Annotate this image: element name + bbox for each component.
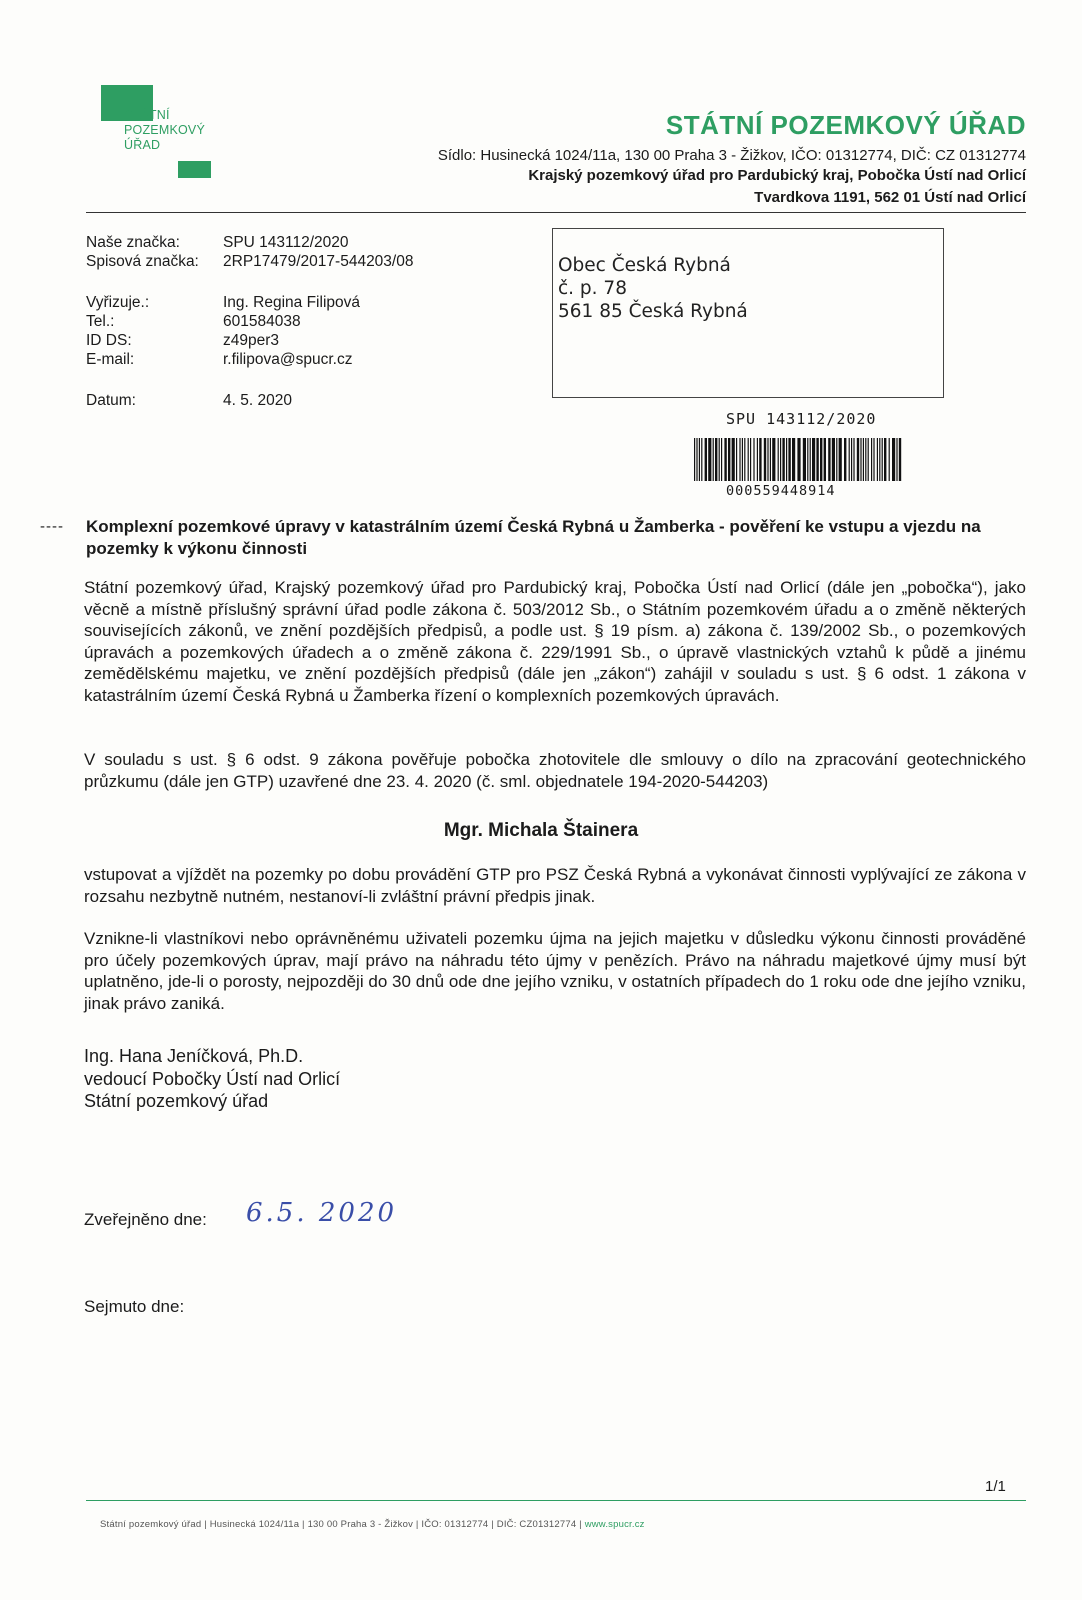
footer-text: Státní pozemkový úřad | Husinecká 1024/11a | 130 00 Praha 3 - Žižkov | IČO: 01312774 | DIČ: CZ01312774 |: [100, 1519, 585, 1530]
paragraph-2: V souladu s ust. § 6 odst. 9 zákona pověřuje pobočka zhotovitele dle smlouvy o dílo na zpracování geotechnického průzkumu (dále jen GTP) uzavřené dne 23. 4. 2020 (č. sml. objednatele 194-2020-544203): [84, 750, 1026, 791]
footer-divider: [86, 1500, 1026, 1501]
barcode-bar: [865, 438, 866, 481]
barcode-bar: [810, 438, 811, 481]
barcode-bar: [708, 438, 711, 481]
barcode-bar: [782, 438, 784, 481]
barcode-bar: [694, 438, 695, 481]
barcode-bar: [719, 438, 720, 481]
barcode-bar: [844, 438, 846, 481]
ds-value: z49per3: [223, 332, 280, 349]
barcode-bar: [757, 438, 758, 481]
barcode-bar: [868, 438, 869, 481]
subject-marker: ----: [40, 518, 64, 535]
barcode-bar: [877, 438, 878, 481]
header-address: Tvardkova 1191, 562 01 Ústí nad Orlicí: [754, 189, 1026, 206]
paragraph-4: Vznikne-li vlastníkovi nebo oprávněnému uživateli pozemku újma na jejich majetku v důsledku výkonu činnosti prováděné pro účely pozemkových úprav, mají právo na náhradu této újmy v penězích. Právo na náhradu majetkové újmy musí být uplatněno, jde-li o porosty, nejpozději do 30 dnů ode dne jejího vzniku, v ostatních případech do 1 roku ode dne jejího vzniku, jinak právo zaniká.: [84, 929, 1026, 1013]
page-number: 1/1: [985, 1478, 1006, 1495]
barcode-bar: [764, 438, 766, 481]
email-label: E-mail:: [86, 351, 135, 368]
barcode-bar: [705, 438, 707, 481]
footer: [100, 1519, 645, 1530]
barcode-bar: [871, 438, 872, 481]
barcode-bar: [812, 438, 815, 481]
barcode-bar: [853, 438, 854, 481]
logo-line: STÁTNÍ: [124, 108, 170, 122]
barcode-bar: [899, 438, 901, 481]
barcode-bar: [750, 438, 751, 481]
barcode-bar: [849, 438, 850, 481]
barcode-bar: [792, 438, 795, 481]
barcode-bar: [873, 438, 874, 481]
barcode-bar: [696, 438, 697, 481]
barcode-bar: [786, 438, 787, 481]
barcode-bar: [863, 438, 864, 481]
barcode-bar: [772, 438, 775, 481]
barcode-bar: [884, 438, 886, 481]
barcode-bar: [767, 438, 768, 481]
recipient-line: č. p. 78: [558, 278, 627, 299]
barcode-bar: [739, 438, 740, 481]
barcode-bar: [788, 438, 790, 481]
barcode-bar: [820, 438, 822, 481]
barcode-bar: [803, 438, 806, 481]
barcode-bar: [839, 438, 842, 481]
paragraph-3: vstupovat a vjíždět na pozemky po dobu provádění GTP pro PSZ Česká Rybná a vykonávat činnosti vyplývající ze zákona v rozsahu nezbytně nutném, nestanoví-li zvláštní právní předpis jinak.: [84, 865, 1026, 906]
barcode-bar: [715, 438, 717, 481]
barcode-bar: [701, 438, 702, 481]
barcode-bar: [778, 438, 779, 481]
org-title: STÁTNÍ POZEMKOVÝ ÚŘAD: [665, 110, 1026, 140]
barcode-bar: [724, 438, 726, 481]
file-ref-label: Spisová značka:: [86, 253, 199, 270]
signatory-name: Ing. Hana Jeníčková, Ph.D.: [84, 1046, 304, 1066]
recipient-line: Obec Česká Rybná: [558, 255, 731, 276]
barcode-bar: [857, 438, 859, 481]
stamp-code: SPU 143112/2020: [726, 410, 877, 428]
barcode-bar: [699, 438, 700, 481]
published-date-handwritten: 6.5. 2020: [246, 1198, 398, 1228]
tel-value: 601584038: [223, 313, 301, 330]
barcode: [694, 438, 902, 481]
recipient-address: [558, 254, 748, 323]
header-seat: Sídlo: Husinecká 1024/11a, 130 00 Praha 3 - Žižkov, IČO: 01312774, DIČ: CZ 01312774: [437, 147, 1026, 164]
barcode-bar: [742, 438, 743, 481]
barcode-bar: [721, 438, 722, 481]
barcode-bar: [836, 438, 837, 481]
barcode-bar: [851, 438, 852, 481]
barcode-bar: [736, 438, 737, 481]
barcode-bar: [744, 438, 745, 481]
removed-label: Sejmuto dne:: [84, 1297, 185, 1316]
logo-line: POZEMKOVÝ: [124, 123, 205, 137]
header-divider: [86, 212, 1026, 213]
barcode-bar: [828, 438, 830, 481]
email-value: r.filipova@spucr.cz: [223, 351, 353, 368]
tel-label: Tel.:: [86, 313, 115, 330]
barcode-bar: [797, 438, 800, 481]
barcode-number: 000559448914: [726, 483, 836, 499]
barcode-bar: [759, 438, 761, 481]
date-label: Datum:: [86, 392, 136, 409]
paragraph-1: Státní pozemkový úřad, Krajský pozemkový úřad pro Pardubický kraj, Pobočka Ústí nad Orlicí (dále jen „pobočka“), jako věcně a místně příslušný správní úřad podle zákona č. 503/2012 Sb., o Státním pozemkovém úřadu a o změně některých souvisejících zákonů, ve znění pozdějších předpisů, a podle ust. § 19 písm. a) zákona č. 139/2002 Sb., o pozemkových úpravách a pozemkových úřadech a o změně zákona č. 229/1991 Sb., o úpravě vlastnických vztahů k půdě a jinému zemědělskému majetku, ve znění pozdějších předpisů (dále jen „zákon“) zahájil v souladu s ust. § 6 odst. 1 zákona v katastrálním území Česká Rybná u Žamberka řízení o komplexních pozemkových úpravách.: [84, 578, 1026, 705]
our-ref-label: Naše značka:: [86, 234, 180, 251]
subject-heading: Komplexní pozemkové úpravy v katastrálním území Česká Rybná u Žamberka - pověření ke vstupu a vjezdu na pozemky k výkonu činnosti: [86, 517, 981, 558]
logo-mark-bottom: [178, 161, 211, 178]
barcode-bar: [892, 438, 895, 481]
barcode-bar: [882, 438, 883, 481]
signatory-org: Státní pozemkový úřad: [84, 1091, 269, 1111]
file-ref-value: 2RP17479/2017-544203/08: [223, 253, 414, 270]
signature-block: [84, 1045, 340, 1113]
barcode-bar: [713, 438, 714, 481]
barcode-bar: [807, 438, 808, 481]
barcode-bar: [732, 438, 735, 481]
header-office: Krajský pozemkový úřad pro Pardubický kraj, Pobočka Ústí nad Orlicí: [528, 167, 1026, 184]
date-value: 4. 5. 2020: [223, 392, 292, 409]
barcode-bar: [780, 438, 781, 481]
published-label: Zveřejněno dne:: [84, 1210, 207, 1229]
handler-label: Vyřizuje.:: [86, 294, 150, 311]
barcode-bar: [816, 438, 818, 481]
logo-line: ÚŘAD: [124, 138, 161, 152]
barcode-bar: [832, 438, 835, 481]
barcode-bar: [770, 438, 771, 481]
barcode-bar: [860, 438, 861, 481]
barcode-bar: [824, 438, 826, 481]
handler-value: Ing. Regina Filipová: [223, 294, 360, 311]
our-ref-value: SPU 143112/2020: [223, 234, 349, 251]
ds-label: ID DS:: [86, 332, 132, 349]
signatory-role: vedoucí Pobočky Ústí nad Orlicí: [84, 1068, 341, 1089]
barcode-bar: [728, 438, 730, 481]
logo-text: [124, 108, 205, 153]
barcode-bar: [889, 438, 890, 481]
barcode-bar: [753, 438, 754, 481]
barcode-bar: [879, 438, 880, 481]
footer-web-link[interactable]: www.spucr.cz: [584, 1519, 645, 1530]
barcode-bar: [896, 438, 897, 481]
authorized-person: Mgr. Michala Štainera: [443, 820, 639, 841]
recipient-line: 561 85 Česká Rybná: [558, 301, 748, 322]
barcode-bar: [748, 438, 749, 481]
